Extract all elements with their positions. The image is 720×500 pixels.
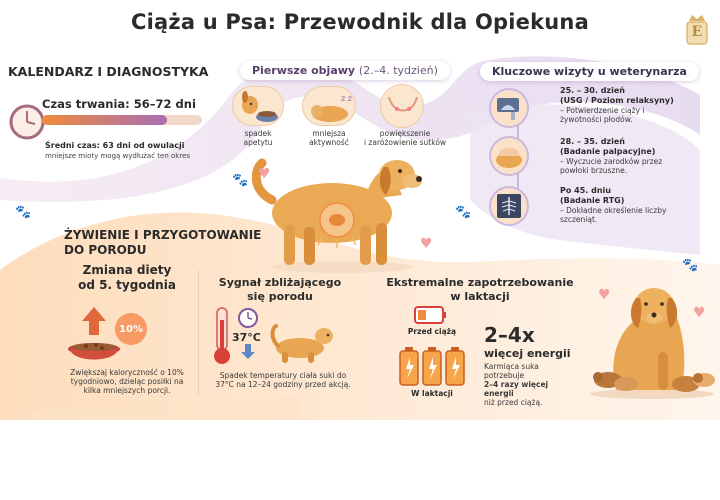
average-text: Średni czas: 63 dni od owulacji [45, 141, 185, 150]
visit-item-1: 25. – 30. dzień (USG / Poziom relaksyny) – Potwierdzenie ciąży i żywotności płodów. [560, 86, 674, 124]
nursing-dog-illustration [586, 280, 718, 400]
before-label: Przed ciążą [407, 327, 457, 336]
paw-print-icon: 🐾 [232, 173, 249, 188]
heart-icon: ♥ [598, 287, 611, 303]
birth-signal-description: Spadek temperatury ciała suki do 37°C na 12–24 godziny przed akcją. [215, 371, 351, 389]
sign-icon-frame-2 [302, 86, 356, 126]
lactation-title: Ekstremalne zapotrzebowanie w laktacji [386, 276, 574, 303]
logo-badge [682, 12, 712, 48]
section-divider [198, 270, 199, 395]
first-signs-range: (2.–4. tydzień) [358, 64, 438, 77]
sleeping-dog-icon [303, 87, 357, 127]
clock-small-icon [237, 307, 259, 329]
paw-print-icon: 🐾 [455, 205, 472, 220]
logo-letter: E [691, 24, 703, 40]
visit-item-2: 28. – 35. dzień (Badanie palpacyjne) – Wyczucie zarodków przez powłoki brzuszne. [560, 137, 663, 175]
clock-icon [8, 103, 46, 141]
percent-badge: 10% [115, 313, 147, 345]
visit-icon-frame-1 [489, 88, 529, 128]
multiplier-value: 2–4x [484, 323, 535, 347]
energy-label: więcej energii [484, 347, 571, 360]
heart-icon: ♥ [258, 166, 271, 182]
duration-bar-fill [42, 115, 167, 125]
dog-food-bowl-icon [233, 87, 285, 127]
diet-description: Zwiększaj kaloryczność o 10% tygodniowo, dzieląc posiłki na kilka mniejszych porcji. [70, 368, 184, 395]
resting-dog-icon [268, 318, 338, 364]
diet-title: Zmiana diety od 5. tygodnia [78, 263, 176, 292]
ultrasound-icon [491, 90, 527, 126]
nutrition-heading: ŻYWIENIE I PRZYGOTOWANIE DO PORODU [64, 228, 262, 257]
visit-item-3: Po 45. dniu (Badanie RTG) – Dokładne określenie liczby szczeniąt. [560, 186, 667, 224]
battery-low-icon [414, 305, 448, 325]
sign-icon-frame-1 [232, 86, 284, 126]
xray-icon [491, 188, 527, 224]
arrow-down-icon [240, 344, 256, 360]
note-text: mniejsze mioty mogą wydłużać ten okres [45, 152, 191, 160]
sign-icon-frame-3 [380, 84, 424, 128]
calendar-heading: KALENDARZ I DIAGNOSTYKA [8, 64, 209, 79]
during-label: W laktacji [411, 389, 453, 398]
paw-print-icon: 🐾 [682, 258, 699, 273]
lactation-description: Karmiąca suka potrzebuje 2–4 razy więcej energii niż przed ciążą. [484, 362, 549, 407]
sign-label-1: spadek apetytu [243, 129, 273, 147]
duration-bar [42, 115, 202, 125]
vet-visits-heading: Kluczowe wizyty u weterynarza [480, 62, 699, 81]
palpation-hand-icon [491, 138, 527, 174]
visit-icon-frame-3 [489, 186, 529, 226]
visit-icon-frame-2 [489, 136, 529, 176]
belly-icon [381, 85, 425, 129]
temperature-value: 37°C [232, 331, 261, 344]
paw-print-icon: 🐾 [15, 205, 32, 220]
heart-icon: ♥ [693, 305, 706, 321]
svg-text:z z: z z [341, 94, 352, 103]
page-title: Ciąża u Psa: Przewodnik dla Opiekuna [131, 10, 589, 34]
sign-label-3: powiększenie i zaróżowienie sutków [363, 129, 447, 147]
first-signs-heading [240, 61, 450, 80]
first-signs-title: Pierwsze objawy [252, 64, 356, 77]
heart-icon: ♥ [420, 236, 433, 252]
sign-label-2: mniejsza aktywność [309, 129, 349, 147]
birth-signal-title: Sygnał zbliżającego się porodu [218, 276, 342, 303]
pregnant-dog-illustration [252, 145, 432, 275]
duration-label: Czas trwania: 56–72 dni [42, 97, 196, 111]
batteries-full-icon [398, 345, 466, 387]
duration-card [8, 93, 208, 148]
